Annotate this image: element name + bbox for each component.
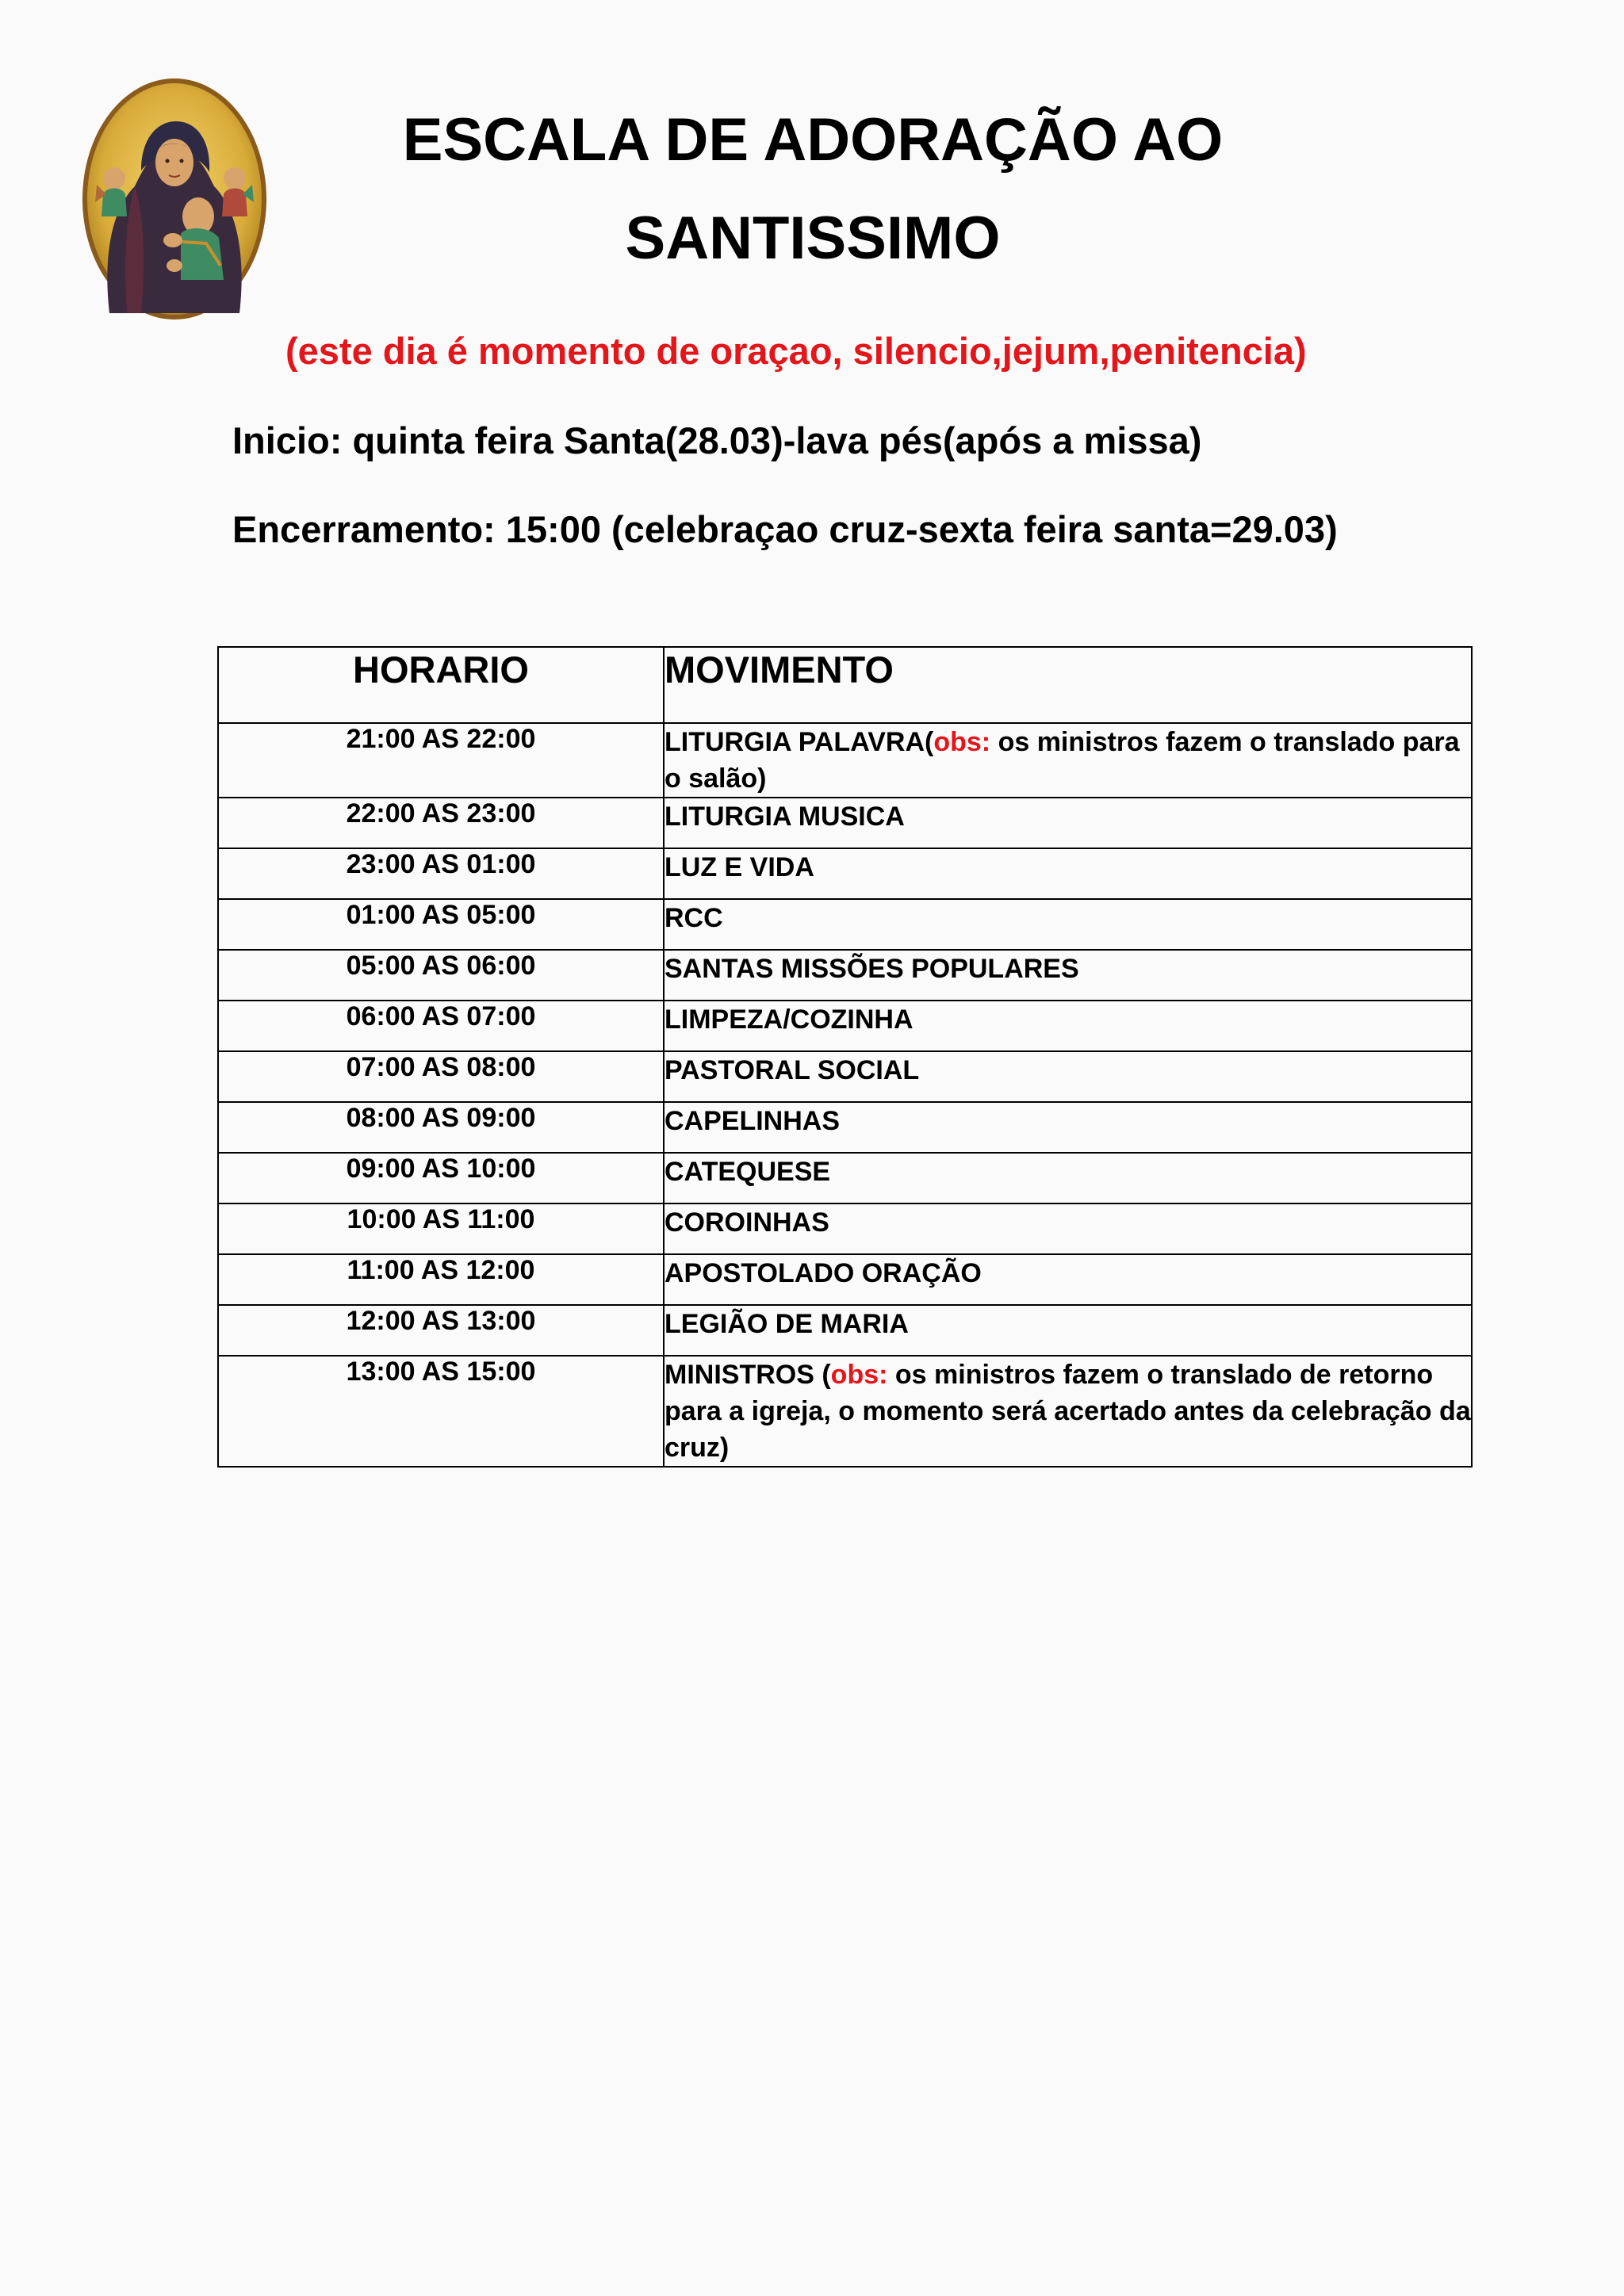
time-cell: 09:00 AS 10:00 [218, 1153, 664, 1203]
table-row [218, 950, 1472, 1001]
table-row [218, 798, 1472, 848]
table-header-row [218, 647, 1472, 723]
table-row [218, 1001, 1472, 1051]
table-row [218, 1305, 1472, 1356]
table-row [218, 1356, 1472, 1467]
schedule-table [217, 646, 1473, 1468]
movement-cell: LITURGIA MUSICA [664, 798, 1472, 848]
end-info: Encerramento: 15:00 (celebraçao cruz-sexta feira santa=29.03) [232, 508, 1338, 550]
movement-cell: APOSTOLADO ORAÇÃO [664, 1254, 1472, 1305]
movement-note: os ministros fazem o translado de retorno para a igreja, o momento será acertado antes da celebração da cruz) [665, 1360, 1471, 1463]
movement-cell: CAPELINHAS [664, 1102, 1472, 1153]
table-row [218, 899, 1472, 950]
virgin-mary-icon [79, 75, 270, 323]
movement-cell [664, 1356, 1472, 1467]
movement-cell: LUZ E VIDA [664, 848, 1472, 899]
time-cell: 10:00 AS 11:00 [218, 1203, 664, 1254]
obs-label: obs: [830, 1360, 888, 1390]
obs-label: obs: [933, 727, 991, 757]
table-row [218, 848, 1472, 899]
movement-cell: COROINHAS [664, 1203, 1472, 1254]
movement-note: os ministros fazem o translado para o salão) [665, 727, 1460, 794]
movement-text: LITURGIA PALAVRA( [665, 727, 934, 757]
time-cell: 22:00 AS 23:00 [218, 798, 664, 848]
time-cell: 05:00 AS 06:00 [218, 950, 664, 1001]
table-row [218, 1203, 1472, 1254]
page-title-line1: ESCALA DE ADORAÇÃO AO [402, 106, 1224, 174]
table-row [218, 1051, 1472, 1102]
table-row [218, 1153, 1472, 1203]
time-cell: 23:00 AS 01:00 [218, 848, 664, 899]
page-title-line2: SANTISSIMO [625, 205, 1001, 272]
time-cell: 12:00 AS 13:00 [218, 1305, 664, 1356]
time-cell: 01:00 AS 05:00 [218, 899, 664, 950]
movement-cell: RCC [664, 899, 1472, 950]
movement-cell: LEGIÃO DE MARIA [664, 1305, 1472, 1356]
time-cell: 13:00 AS 15:00 [218, 1356, 664, 1467]
movement-cell: SANTAS MISSÕES POPULARES [664, 950, 1472, 1001]
time-cell: 07:00 AS 08:00 [218, 1051, 664, 1102]
table-row [218, 723, 1472, 798]
table-row [218, 1254, 1472, 1305]
movement-cell: LIMPEZA/COZINHA [664, 1001, 1472, 1051]
table-row [218, 1102, 1472, 1153]
subtitle-note: (este dia é momento de oraçao, silencio,jejum,penitencia) [285, 330, 1307, 372]
time-cell: 08:00 AS 09:00 [218, 1102, 664, 1153]
movement-cell: CATEQUESE [664, 1153, 1472, 1203]
header-movement: MOVIMENTO [664, 647, 1472, 723]
time-cell: 06:00 AS 07:00 [218, 1001, 664, 1051]
time-cell: 21:00 AS 22:00 [218, 723, 664, 798]
header-time: HORARIO [218, 647, 664, 723]
movement-cell: PASTORAL SOCIAL [664, 1051, 1472, 1102]
movement-text: MINISTROS ( [665, 1360, 831, 1390]
time-cell: 11:00 AS 12:00 [218, 1254, 664, 1305]
start-info: Inicio: quinta feira Santa(28.03)-lava pés(após a missa) [232, 419, 1202, 461]
movement-cell [664, 723, 1472, 798]
